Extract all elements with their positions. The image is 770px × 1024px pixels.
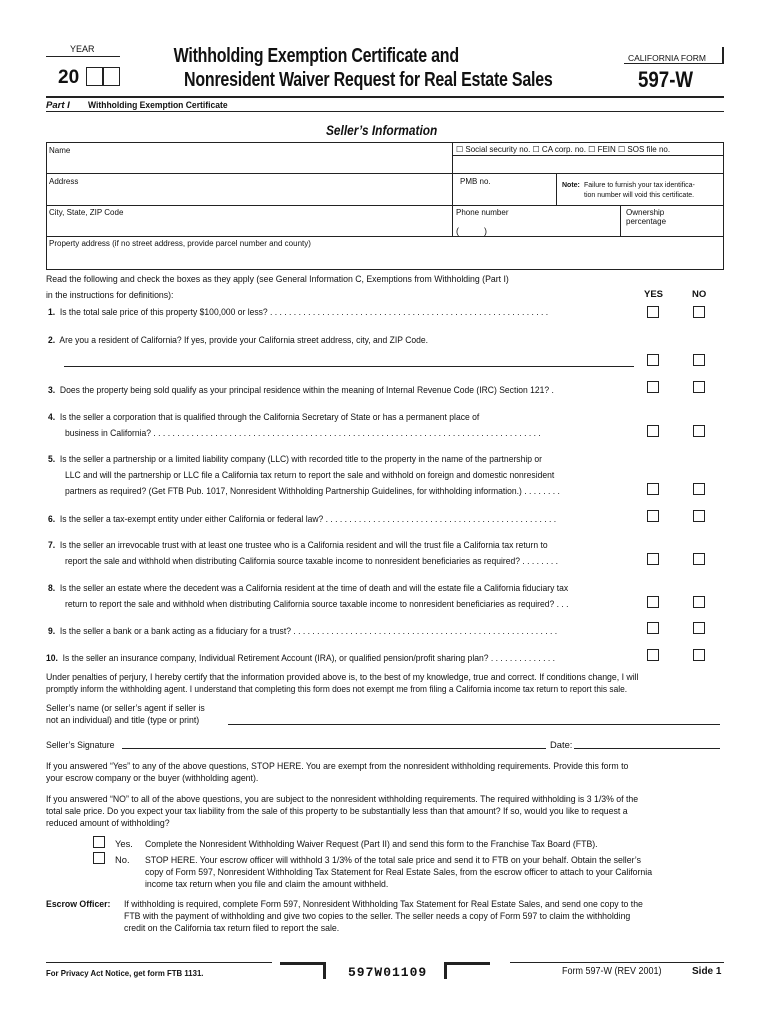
no-header: NO	[692, 289, 707, 300]
header-rule	[46, 96, 724, 98]
question-7-cont: report the sale and withhold when distributing California source taxable income to nonresident beneficiaries as required? . . . . . . . .	[65, 556, 559, 566]
q1-no-checkbox[interactable]	[693, 306, 705, 318]
q6-yes-checkbox[interactable]	[647, 510, 659, 522]
col-divider	[452, 142, 453, 236]
privacy-notice: For Privacy Act Notice, get form FTB 1131.	[46, 968, 204, 978]
phone-parens: ( )	[456, 226, 487, 236]
waiver-no-text-3: income tax return when you file and claim the amount withheld.	[145, 878, 389, 889]
barcode-bracket-right-h	[444, 962, 490, 965]
year-digit-box-2[interactable]	[103, 67, 120, 86]
question-10: 10. Is the seller an insurance company, Individual Retirement Account (IRA), or qualified pension/profit sharing plan? . . . . . . . . . . . . . .	[46, 653, 556, 663]
question-3: 3. Does the property being sold qualify as your principal residence within the meaning of Internal Revenue Code (IRC) Section 121? .	[48, 385, 554, 395]
q1-yes-checkbox[interactable]	[647, 306, 659, 318]
year-digit-box-1[interactable]	[86, 67, 103, 86]
col-divider	[556, 173, 557, 205]
part-label: Part I	[46, 100, 70, 111]
pmb-field[interactable]: PMB no.	[460, 177, 491, 186]
yes-instruction-1: If you answered “Yes” to any of the above questions, STOP HERE. You are exempt from the nonresident withholding requirements. Provide this form to	[46, 760, 629, 771]
date-input-line[interactable]	[574, 748, 720, 749]
question-8-cont: return to report the sale and withhold when distributing California source taxable income to nonresident beneficiaries as required? . . .	[65, 599, 569, 609]
q8-yes-checkbox[interactable]	[647, 596, 659, 608]
q2-no-checkbox[interactable]	[693, 354, 705, 366]
q7-no-checkbox[interactable]	[693, 553, 705, 565]
note-text-1: Failure to furnish your tax identifica-	[584, 182, 695, 189]
name-field[interactable]: Name	[49, 146, 71, 155]
seller-agent-label-2: not an individual) and title (type or print)	[46, 714, 200, 725]
yes-instruction-2: your escrow company or the buyer (withholding agent).	[46, 772, 259, 783]
id-type-options[interactable]: ☐ Social security no. ☐ CA corp. no. ☐ FEIN ☐ SOS file no.	[456, 145, 671, 154]
escrow-officer-label: Escrow Officer:	[46, 898, 111, 909]
barcode-bracket-left-v	[323, 962, 326, 979]
escrow-text-1: If withholding is required, complete Form 597, Nonresident Withholding Tax Statement for Real Estate Sales, and send one copy to the	[124, 898, 643, 909]
ownership-label-1: Ownership	[626, 208, 665, 217]
question-5-cont-1: LLC and will the partnership or LLC file a California tax return to report the sale and withhold on foreign and domestic nonresident	[65, 470, 555, 480]
year-rule	[46, 56, 120, 57]
date-label: Date:	[550, 739, 573, 750]
form-code: 597W01109	[348, 965, 428, 980]
footer-rule-right	[510, 962, 724, 963]
seller-info-table	[46, 142, 724, 270]
q2-yes-checkbox[interactable]	[647, 354, 659, 366]
barcode-bracket-right-v	[444, 962, 447, 979]
perjury-line-1: Under penalties of perjury, I hereby certify that the information provided above is, to the best of my knowledge, true and correct. If conditions change, I will	[46, 671, 639, 682]
question-8: 8. Is the seller an estate where the decedent was a California resident at the time of death and will the estate file a California fiduciary tax	[48, 583, 569, 593]
q8-no-checkbox[interactable]	[693, 596, 705, 608]
q4-yes-checkbox[interactable]	[647, 425, 659, 437]
intro-line-2: in the instructions for definitions):	[46, 289, 174, 300]
question-1: 1. Is the total sale price of this property $100,000 or less? . . . . . . . . . . . . . . . . . . . . . . . . . . . . . . . . . . . . . . . . . . . . . . . . . . . . . . . . . . .	[48, 307, 549, 317]
question-9: 9. Is the seller a bank or a bank acting as a fiduciary for a trust? . . . . . . . . . . . . . . . . . . . . . . . . . . . . . . . . . . . . . . . . . . . . . . . . . . . . . . . .	[48, 626, 558, 636]
note-text-2: tion number will void this certificate.	[584, 192, 695, 199]
seller-agent-label-1: Seller’s name (or seller’s agent if seller is	[46, 702, 205, 713]
waiver-yes-label: Yes.	[115, 838, 133, 849]
form-title-line2: Nonresident Waiver Request for Real Estate Sales	[184, 69, 553, 91]
california-form-label: CALIFORNIA FORM	[628, 53, 706, 63]
question-5-cont-2: partners as required? (Get FTB Pub. 1017, Nonresident Withholding Partnership Guidelines, for withholding information.) . . . . . . . .	[65, 486, 560, 496]
intro-line-1: Read the following and check the boxes as they apply (see General Information C, Exemptions from Withholding (Part I)	[46, 273, 509, 284]
part-title: Withholding Exemption Certificate	[88, 100, 228, 111]
city-state-zip-field[interactable]: City, State, ZIP Code	[49, 208, 124, 217]
col-divider	[620, 205, 621, 236]
row-divider	[46, 173, 724, 174]
section-title: Seller’s Information	[326, 122, 438, 138]
question-4-cont: business in California? . . . . . . . . . . . . . . . . . . . . . . . . . . . . . . . . . . . . . . . . . . . . . . . . . . . . . . . . . . . . . . . . . . . . . . . . . . . . . . . . . .	[65, 428, 541, 438]
year-label: YEAR	[70, 44, 95, 54]
question-7: 7. Is the seller an irrevocable trust with at least one trustee who is a California resident and will the trust file a California tax return to	[48, 540, 548, 550]
row-divider	[46, 236, 724, 237]
no-instruction-2: total sale price. Do you expect your tax liability from the sale of this property to be substantially less than that amount? If so, would you like to request a	[46, 805, 628, 816]
signature-input-line[interactable]	[122, 748, 546, 749]
question-5: 5. Is the seller a partnership or a limited liability company (LLC) with recorded title to the property in the name of the partnership or	[48, 454, 542, 464]
row-divider	[46, 205, 724, 206]
waiver-yes-text: Complete the Nonresident Withholding Waiver Request (Part II) and send this form to the Franchise Tax Board (FTB).	[145, 838, 598, 849]
no-instruction-3: reduced amount of withholding?	[46, 817, 170, 828]
id-row-underline	[452, 155, 724, 156]
waiver-no-text-1: STOP HERE. Your escrow officer will withhold 3 1/3% of the total sale price and send it to FTB on your behalf. Obtain the seller’s	[145, 854, 641, 865]
q6-no-checkbox[interactable]	[693, 510, 705, 522]
seller-name-input-line[interactable]	[228, 724, 720, 725]
ownership-label-2[interactable]: percentage	[626, 217, 667, 226]
year-prefix: 20	[58, 67, 80, 88]
q10-no-checkbox[interactable]	[693, 649, 705, 661]
escrow-text-2: FTB with the payment of withholding and give two copies to the seller. The seller needs a copy of Form 597 to claim the withholding	[124, 910, 631, 921]
escrow-text-3: credit on the California tax return filed to report the sale.	[124, 922, 340, 933]
footer-rule-left	[46, 962, 272, 963]
q9-yes-checkbox[interactable]	[647, 622, 659, 634]
q9-no-checkbox[interactable]	[693, 622, 705, 634]
form-number-rule	[624, 63, 724, 64]
signature-label: Seller’s Signature	[46, 739, 115, 750]
note-label: Note:	[562, 182, 580, 189]
q7-yes-checkbox[interactable]	[647, 553, 659, 565]
question-4: 4. Is the seller a corporation that is qualified through the California Secretary of State or has a permanent place of	[48, 412, 480, 422]
waiver-yes-checkbox[interactable]	[93, 836, 105, 848]
question-6: 6. Is the seller a tax-exempt entity under either California or federal law? . . . . . . . . . . . . . . . . . . . . . . . . . . . . . . . . . . . . . . . . . . . . . . . . .	[48, 514, 557, 524]
perjury-line-2: promptly inform the withholding agent. I understand that completing this form does not exempt me from filing a California income tax return to report this sale.	[46, 684, 628, 694]
yes-header: YES	[644, 289, 664, 300]
form-title-line1: Withholding Exemption Certificate and	[173, 45, 459, 67]
phone-field[interactable]: Phone number	[456, 208, 509, 217]
q4-no-checkbox[interactable]	[693, 425, 705, 437]
q2-address-line	[64, 366, 634, 367]
property-address-field[interactable]: Property address (if no street address, provide parcel number and county)	[49, 239, 311, 248]
side-number: Side 1	[692, 966, 722, 977]
q10-yes-checkbox[interactable]	[647, 649, 659, 661]
form-number: 597-W	[638, 67, 694, 92]
part-rule	[46, 111, 724, 112]
no-instruction-1: If you answered “NO” to all of the above questions, you are subject to the nonresident withholding requirements. The required withholding is 3 1/3% of the	[46, 793, 639, 804]
waiver-no-checkbox[interactable]	[93, 852, 105, 864]
q3-yes-checkbox[interactable]	[647, 381, 659, 393]
barcode-bracket-left-h	[280, 962, 326, 965]
form-revision: Form 597-W (REV 2001)	[562, 966, 662, 977]
q3-no-checkbox[interactable]	[693, 381, 705, 393]
form-corner-bracket	[722, 47, 724, 64]
address-field[interactable]: Address	[49, 177, 79, 186]
waiver-no-label: No.	[115, 854, 130, 865]
waiver-no-text-2: copy of Form 597, Nonresident Withholding Tax Statement for Real Estate Sales, from the escrow officer to attach to your California	[145, 866, 653, 877]
question-2: 2. Are you a resident of California? If yes, provide your California street address, city, and ZIP Code.	[48, 335, 429, 345]
q5-no-checkbox[interactable]	[693, 483, 705, 495]
q5-yes-checkbox[interactable]	[647, 483, 659, 495]
